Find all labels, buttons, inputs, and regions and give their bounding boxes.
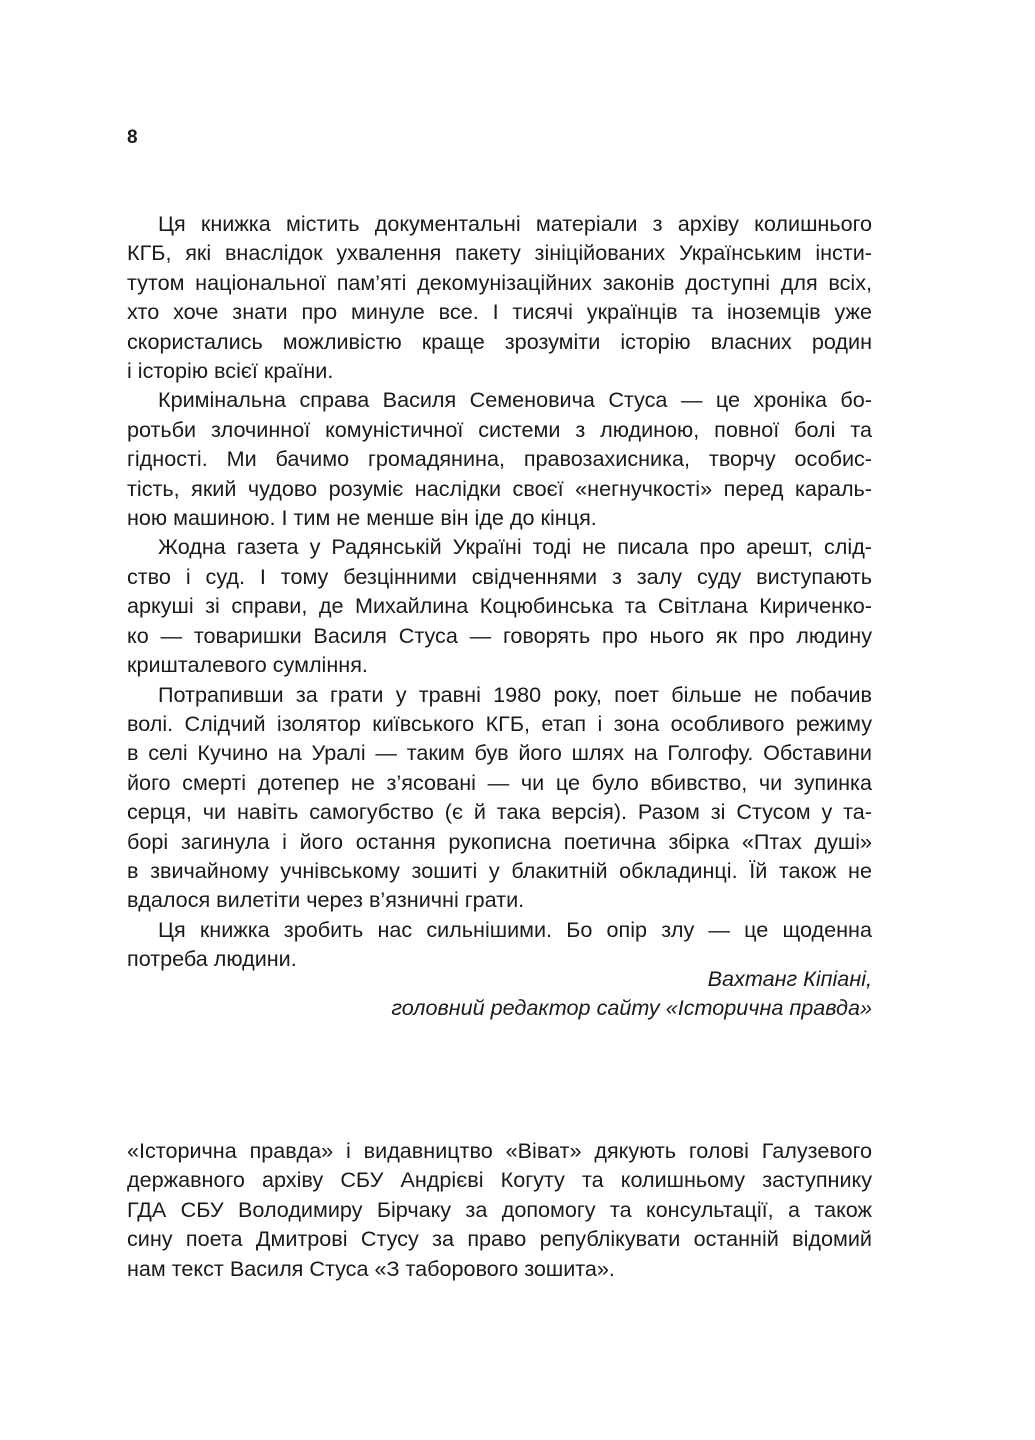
text-line: гідності. Ми бачимо громадянина, правозахисника, творчу особис- bbox=[127, 446, 872, 472]
text-line: державного архіву СБУ Андрієві Когуту та колишньому заступнику bbox=[127, 1167, 872, 1193]
text-line: Потрапивши за грати у травні 1980 року, поет більше не побачив bbox=[158, 681, 872, 707]
text-line: волі. Слідчий ізолятор київського КГБ, етап і зона особливого режиму bbox=[127, 710, 872, 736]
text-line: кришталевого сумління. bbox=[127, 652, 368, 678]
text-line: ротьби злочинної комуністичної системи з людиною, повної болі та bbox=[127, 416, 872, 442]
text-line: тість, який чудово розуміє наслідки своєї «негнучкості» перед караль- bbox=[127, 475, 872, 501]
text-line: його смерті дотепер не з’ясовані — чи це було вбивство, чи зупинка bbox=[127, 769, 872, 795]
text-line: скористались можливістю краще зрозуміти історію власних родин bbox=[127, 328, 872, 354]
text-line: серця, чи навіть самогубство (є й така версія). Разом зі Стусом у та- bbox=[127, 799, 872, 825]
text-line: хто хоче знати про минуле все. І тисячі українців та іноземців уже bbox=[127, 299, 872, 325]
signature-name: Вахтанг Кіпіані, bbox=[707, 966, 872, 991]
signature bbox=[391, 964, 872, 1023]
text-line: нам текст Василя Стуса «З таборового зошита». bbox=[127, 1255, 615, 1281]
text-line: вдалося вилетіти через в’язничні грати. bbox=[127, 887, 525, 913]
text-line: в звичайному учнівському зошиті у блакитній обкладинці. Їй також не bbox=[127, 857, 872, 883]
text-line: Жодна газета у Радянській Україні тоді не писала про арешт, слід- bbox=[158, 534, 872, 560]
acknowledgement-text bbox=[127, 1136, 872, 1283]
text-line: КГБ, які внаслідок ухвалення пакету зініційованих Українським інсти- bbox=[127, 240, 872, 266]
text-line: сину поета Дмитрові Стусу за право републікувати останній відомий bbox=[127, 1226, 872, 1252]
text-line: потреба людини. bbox=[127, 946, 297, 972]
text-line: ство і суд. І тому безцінними свідченнями з залу суду виступають bbox=[127, 563, 872, 589]
text-line: ною машиною. І тим не менше він іде до кінця. bbox=[127, 505, 597, 531]
text-line: Ця книжка зробить нас сильнішими. Бо опір злу — це щоденна bbox=[158, 916, 872, 942]
text-line: тутом національної пам’яті декомунізаційних законів доступні для всіх, bbox=[127, 269, 872, 295]
text-line: Кримінальна справа Василя Семеновича Стуса — це хроніка бо- bbox=[158, 387, 872, 413]
text-line: ГДА СБУ Володимиру Бірчаку за допомогу та консультації, а також bbox=[127, 1196, 872, 1222]
text-line: аркуші зі справи, де Михайлина Коцюбинська та Світлана Кириченко- bbox=[127, 593, 872, 619]
text-line: ко — товаришки Василя Стуса — говорять про нього як про людину bbox=[127, 622, 872, 648]
text-line: борі загинула і його остання рукописна поетична збірка «Птах душі» bbox=[127, 828, 872, 854]
text-line: і історію всієї країни. bbox=[127, 358, 334, 384]
text-line: «Історична правда» і видавництво «Віват» дякують голові Галузевого bbox=[127, 1138, 872, 1163]
page-number: 8 bbox=[127, 127, 138, 148]
text-line: Ця книжка містить документальні матеріали з архіву колишнього bbox=[158, 211, 872, 236]
signature-role: головний редактор сайту «Історична правда» bbox=[391, 995, 872, 1021]
preface-text bbox=[127, 209, 872, 974]
text-line: в селі Кучино на Уралі — таким був його шлях на Голгофу. Обставини bbox=[127, 740, 872, 766]
